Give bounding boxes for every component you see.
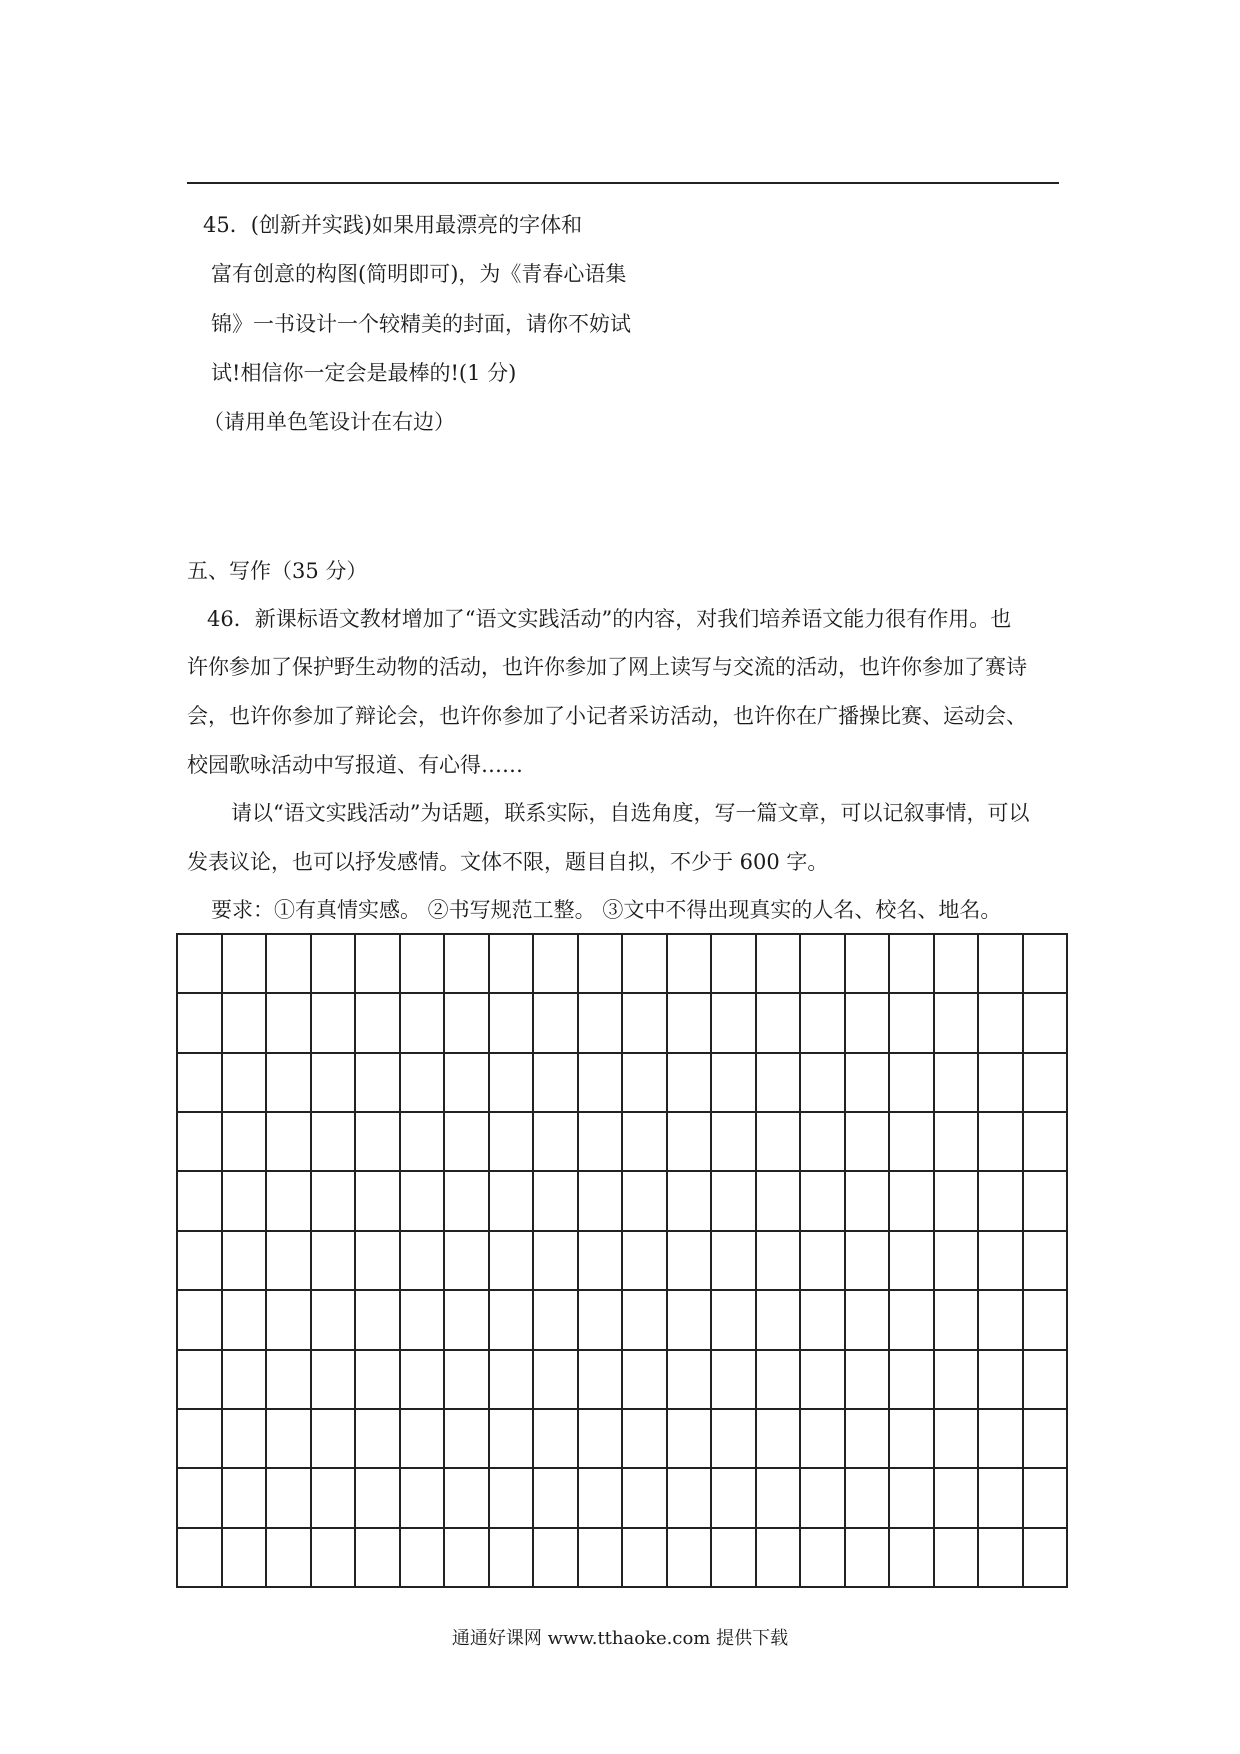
q46-line-4: 校园歌咏活动中写报道、有心得……	[187, 753, 523, 777]
grid-cell[interactable]	[400, 1112, 445, 1171]
grid-cell[interactable]	[800, 1409, 845, 1468]
grid-cell[interactable]	[622, 934, 667, 993]
grid-cell[interactable]	[622, 1290, 667, 1349]
grid-cell[interactable]	[1023, 1112, 1068, 1171]
grid-cell[interactable]	[444, 993, 489, 1052]
grid-cell[interactable]	[845, 993, 890, 1052]
grid-cell[interactable]	[934, 1468, 979, 1527]
grid-row	[177, 1350, 1067, 1409]
prompt-line-2: 发表议论，也可以抒发感情。文体不限，题目自拟，不少于 600 字。	[187, 850, 829, 874]
grid-cell[interactable]	[177, 1171, 222, 1230]
grid-cell[interactable]	[400, 1171, 445, 1230]
grid-cell[interactable]	[311, 934, 356, 993]
grid-cell[interactable]	[444, 1171, 489, 1230]
grid-cell[interactable]	[266, 1171, 311, 1230]
grid-cell[interactable]	[400, 1528, 445, 1587]
grid-cell[interactable]	[177, 1231, 222, 1290]
footer: 通通好课网 www.tthaoke.com 提供下载	[451, 1628, 789, 1649]
grid-cell[interactable]	[311, 1350, 356, 1409]
grid-cell[interactable]	[355, 1112, 400, 1171]
grid-cell[interactable]	[489, 1053, 534, 1112]
grid-cell[interactable]	[400, 1409, 445, 1468]
grid-cell[interactable]	[533, 1112, 578, 1171]
grid-cell[interactable]	[711, 1409, 756, 1468]
grid-cell[interactable]	[533, 934, 578, 993]
grid-cell[interactable]	[311, 1053, 356, 1112]
grid-cell[interactable]	[533, 1350, 578, 1409]
grid-cell[interactable]	[1023, 934, 1068, 993]
grid-row	[177, 1468, 1067, 1527]
grid-cell[interactable]	[889, 1528, 934, 1587]
grid-cell[interactable]	[800, 934, 845, 993]
grid-cell[interactable]	[355, 1528, 400, 1587]
grid-cell[interactable]	[177, 993, 222, 1052]
q46-line-2: 许你参加了保护野生动物的活动，也许你参加了网上读写与交流的活动，也许你参加了赛诗	[187, 655, 1027, 679]
grid-cell[interactable]	[622, 1171, 667, 1230]
grid-cell[interactable]	[800, 1468, 845, 1527]
grid-cell[interactable]	[978, 1528, 1023, 1587]
grid-cell[interactable]	[355, 993, 400, 1052]
grid-cell[interactable]	[667, 1350, 712, 1409]
grid-cell[interactable]	[177, 1053, 222, 1112]
grid-cell[interactable]	[978, 1290, 1023, 1349]
grid-cell[interactable]	[934, 1231, 979, 1290]
grid-cell[interactable]	[934, 1290, 979, 1349]
requirements: 要求：①有真情实感。 ②书写规范工整。 ③文中不得出现真实的人名、校名、地名。	[211, 898, 1002, 922]
grid-cell[interactable]	[444, 1053, 489, 1112]
grid-cell[interactable]	[355, 1171, 400, 1230]
grid-cell[interactable]	[266, 1290, 311, 1349]
grid-cell[interactable]	[444, 1409, 489, 1468]
grid-cell[interactable]	[222, 1112, 267, 1171]
grid-cell[interactable]	[622, 1528, 667, 1587]
grid-cell[interactable]	[578, 1112, 623, 1171]
grid-cell[interactable]	[444, 1528, 489, 1587]
grid-cell[interactable]	[889, 1350, 934, 1409]
grid-cell[interactable]	[978, 1409, 1023, 1468]
grid-cell[interactable]	[845, 1231, 890, 1290]
grid-cell[interactable]	[978, 934, 1023, 993]
grid-cell[interactable]	[444, 1350, 489, 1409]
grid-cell[interactable]	[489, 1231, 534, 1290]
grid-cell[interactable]	[845, 934, 890, 993]
grid-cell[interactable]	[266, 1350, 311, 1409]
grid-cell[interactable]	[889, 1053, 934, 1112]
grid-cell[interactable]	[489, 1112, 534, 1171]
grid-row	[177, 1290, 1067, 1349]
grid-cell[interactable]	[889, 1290, 934, 1349]
grid-cell[interactable]	[934, 1409, 979, 1468]
grid-cell[interactable]	[177, 1350, 222, 1409]
grid-cell[interactable]	[489, 1171, 534, 1230]
grid-cell[interactable]	[400, 993, 445, 1052]
grid-cell[interactable]	[533, 1528, 578, 1587]
grid-row	[177, 993, 1067, 1052]
grid-cell[interactable]	[889, 1231, 934, 1290]
grid-cell[interactable]	[533, 1468, 578, 1527]
grid-cell[interactable]	[400, 934, 445, 993]
grid-cell[interactable]	[622, 1350, 667, 1409]
grid-cell[interactable]	[578, 1231, 623, 1290]
grid-cell[interactable]	[978, 993, 1023, 1052]
grid-cell[interactable]	[578, 1528, 623, 1587]
grid-cell[interactable]	[489, 934, 534, 993]
grid-cell[interactable]	[889, 1468, 934, 1527]
grid-cell[interactable]	[978, 1171, 1023, 1230]
grid-cell[interactable]	[266, 993, 311, 1052]
q46-line-1: 46．新课标语文教材增加了“语文实践活动”的内容，对我们培养语文能力很有作用。也	[207, 607, 1012, 631]
grid-row	[177, 1112, 1067, 1171]
grid-cell[interactable]	[578, 934, 623, 993]
grid-cell[interactable]	[400, 1290, 445, 1349]
grid-cell[interactable]	[533, 993, 578, 1052]
grid-cell[interactable]	[667, 1112, 712, 1171]
grid-cell[interactable]	[800, 1112, 845, 1171]
grid-cell[interactable]	[222, 993, 267, 1052]
grid-cell[interactable]	[667, 1409, 712, 1468]
grid-cell[interactable]	[800, 1290, 845, 1349]
grid-cell[interactable]	[845, 1112, 890, 1171]
grid-cell[interactable]	[711, 1468, 756, 1527]
grid-cell[interactable]	[889, 1171, 934, 1230]
grid-cell[interactable]	[266, 1409, 311, 1468]
grid-cell[interactable]	[800, 1528, 845, 1587]
grid-cell[interactable]	[311, 1112, 356, 1171]
grid-cell[interactable]	[1023, 1053, 1068, 1112]
grid-cell[interactable]	[978, 1053, 1023, 1112]
grid-cell[interactable]	[1023, 1231, 1068, 1290]
grid-cell[interactable]	[756, 1231, 801, 1290]
grid-cell[interactable]	[222, 1528, 267, 1587]
grid-cell[interactable]	[756, 993, 801, 1052]
grid-cell[interactable]	[266, 1112, 311, 1171]
grid-cell[interactable]	[177, 1290, 222, 1349]
grid-cell[interactable]	[355, 1053, 400, 1112]
grid-cell[interactable]	[444, 1231, 489, 1290]
grid-cell[interactable]	[711, 934, 756, 993]
grid-cell[interactable]	[1023, 993, 1068, 1052]
grid-cell[interactable]	[711, 1053, 756, 1112]
grid-cell[interactable]	[667, 1231, 712, 1290]
grid-cell[interactable]	[177, 1468, 222, 1527]
grid-cell[interactable]	[1023, 1290, 1068, 1349]
grid-cell[interactable]	[889, 1409, 934, 1468]
grid-cell[interactable]	[578, 1409, 623, 1468]
grid-cell[interactable]	[667, 1053, 712, 1112]
grid-cell[interactable]	[489, 1290, 534, 1349]
grid-cell[interactable]	[622, 993, 667, 1052]
grid-cell[interactable]	[667, 934, 712, 993]
grid-cell[interactable]	[177, 1112, 222, 1171]
grid-cell[interactable]	[756, 1468, 801, 1527]
grid-cell[interactable]	[222, 1171, 267, 1230]
grid-cell[interactable]	[978, 1468, 1023, 1527]
q45-line-5: （请用单色笔设计在右边）	[203, 410, 455, 434]
grid-cell[interactable]	[533, 1053, 578, 1112]
grid-cell[interactable]	[533, 1171, 578, 1230]
grid-cell[interactable]	[266, 1231, 311, 1290]
grid-cell[interactable]	[845, 1409, 890, 1468]
grid-cell[interactable]	[622, 1112, 667, 1171]
q45-line-3: 锦》一书设计一个较精美的封面，请你不妨试	[211, 312, 631, 336]
grid-cell[interactable]	[533, 1290, 578, 1349]
grid-cell[interactable]	[400, 1231, 445, 1290]
grid-cell[interactable]	[1023, 1528, 1068, 1587]
grid-cell[interactable]	[222, 1290, 267, 1349]
grid-row	[177, 1528, 1067, 1587]
grid-cell[interactable]	[800, 1171, 845, 1230]
grid-cell[interactable]	[444, 1468, 489, 1527]
grid-cell[interactable]	[444, 1290, 489, 1349]
grid-row	[177, 1231, 1067, 1290]
grid-cell[interactable]	[934, 993, 979, 1052]
grid-cell[interactable]	[489, 1350, 534, 1409]
grid-cell[interactable]	[533, 1409, 578, 1468]
grid-cell[interactable]	[222, 1468, 267, 1527]
grid-cell[interactable]	[266, 1528, 311, 1587]
grid-cell[interactable]	[711, 1350, 756, 1409]
grid-cell[interactable]	[889, 934, 934, 993]
grid-cell[interactable]	[711, 1290, 756, 1349]
grid-row	[177, 1409, 1067, 1468]
grid-cell[interactable]	[845, 1053, 890, 1112]
grid-cell[interactable]	[311, 1231, 356, 1290]
grid-cell[interactable]	[756, 1053, 801, 1112]
grid-cell[interactable]	[444, 1112, 489, 1171]
grid-cell[interactable]	[756, 934, 801, 993]
grid-cell[interactable]	[311, 1468, 356, 1527]
grid-cell[interactable]	[622, 1468, 667, 1527]
grid-cell[interactable]	[711, 1171, 756, 1230]
grid-cell[interactable]	[711, 1528, 756, 1587]
grid-cell[interactable]	[355, 1290, 400, 1349]
grid-cell[interactable]	[578, 1290, 623, 1349]
grid-cell[interactable]	[800, 993, 845, 1052]
grid-cell[interactable]	[355, 1409, 400, 1468]
top-rule	[187, 182, 1059, 184]
q45-line-2: 富有创意的构图(简明即可)，为《青春心语集	[211, 262, 627, 286]
grid-row	[177, 1053, 1067, 1112]
grid-cell[interactable]	[756, 1350, 801, 1409]
grid-cell[interactable]	[578, 1171, 623, 1230]
grid-cell[interactable]	[266, 1053, 311, 1112]
grid-cell[interactable]	[222, 1231, 267, 1290]
grid-cell[interactable]	[934, 1112, 979, 1171]
grid-cell[interactable]	[978, 1350, 1023, 1409]
grid-cell[interactable]	[978, 1231, 1023, 1290]
grid-cell[interactable]	[1023, 1171, 1068, 1230]
grid-cell[interactable]	[845, 1350, 890, 1409]
grid-cell[interactable]	[489, 993, 534, 1052]
grid-cell[interactable]	[800, 1350, 845, 1409]
grid-cell[interactable]	[711, 993, 756, 1052]
grid-cell[interactable]	[578, 1468, 623, 1527]
grid-cell[interactable]	[800, 1231, 845, 1290]
grid-cell[interactable]	[1023, 1350, 1068, 1409]
grid-cell[interactable]	[800, 1053, 845, 1112]
section-heading: 五、写作（35 分）	[187, 559, 368, 583]
grid-cell[interactable]	[489, 1528, 534, 1587]
grid-cell[interactable]	[889, 993, 934, 1052]
grid-cell[interactable]	[978, 1112, 1023, 1171]
grid-cell[interactable]	[667, 1468, 712, 1527]
grid-cell[interactable]	[934, 1171, 979, 1230]
grid-cell[interactable]	[756, 1528, 801, 1587]
prompt-line-1: 请以“语文实践活动”为话题，联系实际，自选角度，写一篇文章，可以记叙事情，可以	[231, 801, 1030, 825]
grid-cell[interactable]	[667, 1528, 712, 1587]
writing-grid	[176, 933, 1068, 1588]
grid-cell[interactable]	[934, 1053, 979, 1112]
q46-line-3: 会，也许你参加了辩论会，也许你参加了小记者采访活动，也许你在广播操比赛、运动会、	[187, 704, 1027, 728]
grid-cell[interactable]	[489, 1468, 534, 1527]
grid-cell[interactable]	[355, 934, 400, 993]
grid-cell[interactable]	[222, 934, 267, 993]
grid-cell[interactable]	[400, 1468, 445, 1527]
grid-cell[interactable]	[667, 993, 712, 1052]
grid-cell[interactable]	[177, 1528, 222, 1587]
grid-cell[interactable]	[756, 1290, 801, 1349]
grid-cell[interactable]	[489, 1409, 534, 1468]
grid-cell[interactable]	[311, 1528, 356, 1587]
grid-row	[177, 1171, 1067, 1230]
grid-cell[interactable]	[578, 1350, 623, 1409]
grid-cell[interactable]	[756, 1112, 801, 1171]
grid-cell[interactable]	[400, 1053, 445, 1112]
grid-cell[interactable]	[311, 993, 356, 1052]
grid-cell[interactable]	[311, 1171, 356, 1230]
grid-cell[interactable]	[355, 1350, 400, 1409]
grid-cell[interactable]	[266, 1468, 311, 1527]
grid-cell[interactable]	[934, 1528, 979, 1587]
grid-cell[interactable]	[845, 1290, 890, 1349]
grid-cell[interactable]	[845, 1171, 890, 1230]
q45-line-1: 45．(创新并实践)如果用最漂亮的字体和	[203, 213, 583, 237]
grid-cell[interactable]	[845, 1528, 890, 1587]
grid-cell[interactable]	[756, 1409, 801, 1468]
grid-cell[interactable]	[177, 934, 222, 993]
grid-cell[interactable]	[400, 1350, 445, 1409]
grid-cell[interactable]	[578, 993, 623, 1052]
grid-cell[interactable]	[311, 1409, 356, 1468]
grid-cell[interactable]	[1023, 1468, 1068, 1527]
grid-cell[interactable]	[311, 1290, 356, 1349]
grid-cell[interactable]	[266, 934, 311, 993]
grid-cell[interactable]	[667, 1171, 712, 1230]
grid-cell[interactable]	[622, 1409, 667, 1468]
grid-cell[interactable]	[711, 1231, 756, 1290]
grid-cell[interactable]	[622, 1231, 667, 1290]
grid-cell[interactable]	[622, 1053, 667, 1112]
grid-cell[interactable]	[222, 1053, 267, 1112]
grid-cell[interactable]	[1023, 1409, 1068, 1468]
grid-cell[interactable]	[889, 1112, 934, 1171]
grid-cell[interactable]	[222, 1350, 267, 1409]
grid-cell[interactable]	[578, 1053, 623, 1112]
q45-line-4: 试!相信你一定会是最棒的!(1 分)	[211, 361, 517, 385]
grid-cell[interactable]	[222, 1409, 267, 1468]
grid-cell[interactable]	[934, 934, 979, 993]
grid-cell[interactable]	[934, 1350, 979, 1409]
grid-cell[interactable]	[756, 1171, 801, 1230]
grid-cell[interactable]	[355, 1231, 400, 1290]
grid-cell[interactable]	[177, 1409, 222, 1468]
grid-row	[177, 934, 1067, 993]
grid-cell[interactable]	[444, 934, 489, 993]
grid-cell[interactable]	[355, 1468, 400, 1527]
grid-cell[interactable]	[711, 1112, 756, 1171]
grid-cell[interactable]	[533, 1231, 578, 1290]
grid-cell[interactable]	[845, 1468, 890, 1527]
grid-cell[interactable]	[667, 1290, 712, 1349]
